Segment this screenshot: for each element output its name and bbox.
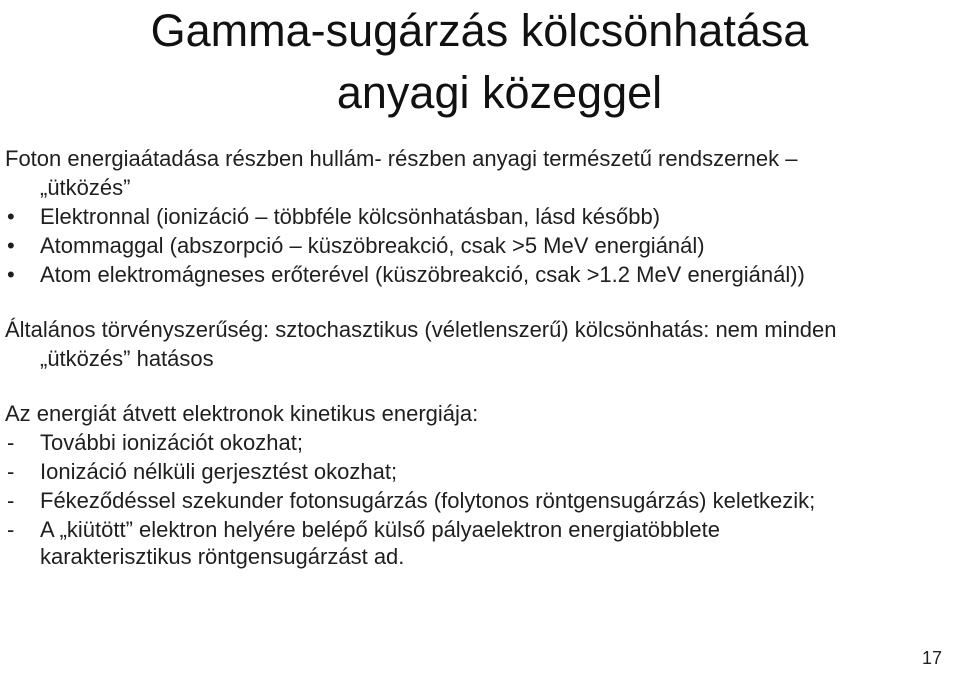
intro-line-2: „ütközés” (40, 175, 131, 200)
energy-heading: Az energiát átvett elektronok kinetikus energiája: (5, 401, 479, 426)
dash-item-text: Fékeződéssel szekunder fotonsugárzás (folytonos röntgensugárzás) keletkezik; (40, 488, 816, 513)
general-line-2: „ütközés” hatásos (40, 346, 214, 371)
dash-marker: - (7, 459, 15, 484)
energy-effects-list (5, 428, 955, 569)
title-line-1: Gamma-sugárzás kölcsönhatása (150, 5, 809, 56)
dash-item-text-continued: karakterisztikus röntgensugárzást ad. (40, 544, 405, 569)
interaction-bullet-list (5, 202, 955, 289)
bullet-item-field (5, 260, 955, 289)
title-line-2: anyagi közeggel (336, 67, 663, 118)
dash-marker: - (7, 517, 15, 542)
slide-content (5, 144, 955, 569)
bullet-text: Atom elektromágneses erőterével (küszöbreakció, csak >1.2 MeV energiánál)) (40, 262, 805, 287)
intro-line-1: Foton energiaátadása részben hullám- részben anyagi természetű rendszernek – (5, 146, 798, 171)
dash-marker: - (7, 430, 15, 455)
bullet-item-nucleus (5, 231, 955, 260)
dash-item-ionization (5, 428, 955, 457)
bullet-text: Atommaggal (abszorpció – küszöbreakció, csak >5 MeV energiánál) (40, 233, 705, 258)
dash-marker: - (7, 488, 15, 513)
dash-item-text: A „kiütött” elektron helyére belépő külső pályaelektron energiatöbblete (40, 517, 720, 542)
bullet-icon: • (7, 204, 15, 229)
bullet-text: Elektronnal (ionizáció – többféle kölcsönhatásban, lásd később) (40, 204, 661, 229)
page-number: 17 (921, 648, 942, 668)
dash-item-excitation (5, 457, 955, 486)
slide-title (0, 0, 959, 124)
dash-item-characteristic (5, 515, 955, 569)
spacer (5, 373, 955, 399)
dash-item-text: Ionizáció nélküli gerjesztést okozhat; (40, 459, 398, 484)
intro-paragraph (5, 144, 955, 202)
bullet-icon: • (7, 262, 15, 287)
spacer (5, 289, 955, 315)
general-rule-paragraph (5, 315, 955, 373)
dash-item-bremsstrahlung (5, 486, 955, 515)
dash-item-text: További ionizációt okozhat; (40, 430, 303, 455)
bullet-item-electron (5, 202, 955, 231)
general-line-1: Általános törvényszerűség: sztochasztikus (véletlenszerű) kölcsönhatás: nem minden (5, 317, 837, 342)
bullet-icon: • (7, 233, 15, 258)
